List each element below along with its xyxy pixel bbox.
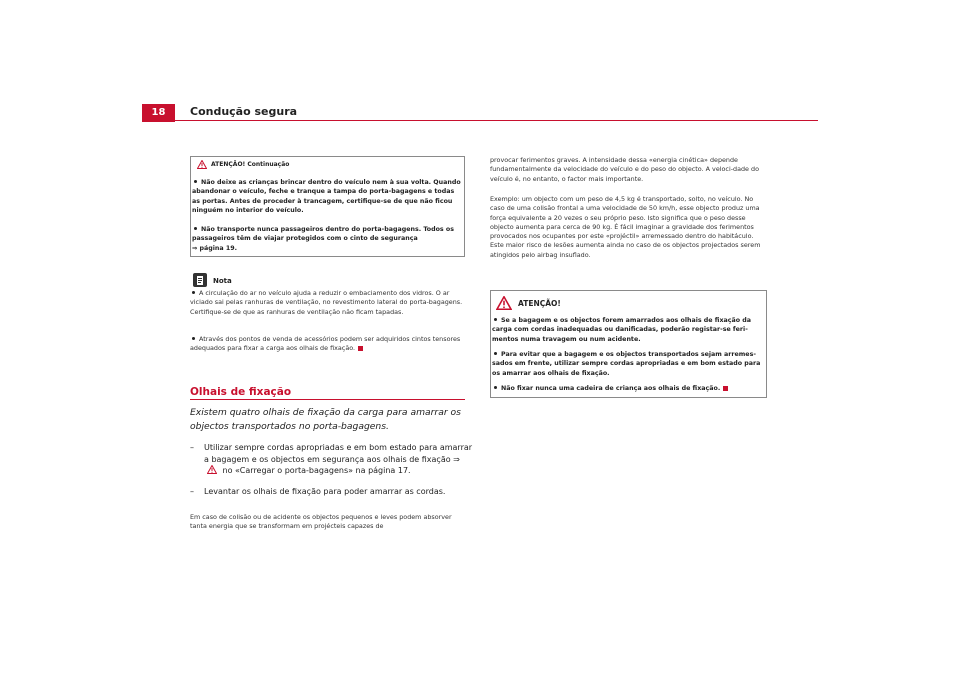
example-paragraph: Exemplo: um objecto com um peso de 4,5 kg é transportado, solto, no veículo. No caso de uma colisão frontal a uma velocidade de 50 km/h, esse objecto produz uma força equivalente a 20 vezes o seu próprio peso. Isto significa que o peso desse objecto aumenta para cerca de 90 kg. É fácil imaginar a gravidade dos ferimentos provocados nos ocupantes por este «projéctil» arremessado dentro do habitáculo. Este maior risco de lesões aumenta ainda no caso de os objectos projectados serem atingidos pelo airbag insuflado. xyxy=(490,195,761,259)
ref-arrow: ⇒ xyxy=(192,244,198,252)
heading-divider xyxy=(190,399,465,400)
warning-continued-heading xyxy=(197,160,289,169)
step-2: – Levantar os olhais de fixação para poder amarrar as cordas. xyxy=(190,487,446,496)
warning-label: ATENÇÃO! xyxy=(518,298,561,308)
bullet-icon xyxy=(194,180,197,183)
bullet-icon xyxy=(494,386,497,389)
section-title: Condução segura xyxy=(190,105,298,118)
warning-heading xyxy=(496,296,561,310)
collision-paragraph-continued: provocar ferimentos graves. A intensidade dessa «energia cinética» depende fundamentalmente da velocidade do veículo e do peso do objecto. A veloci-dade do veículo é, no entanto, o factor mais importante. xyxy=(490,156,759,183)
warning-triangle-icon xyxy=(197,160,207,169)
bullet-icon xyxy=(494,318,497,321)
page-number: 18 xyxy=(142,104,175,122)
step-1: – Utilizar sempre cordas apropriadas e em bom estado para amarrar a bagagem e os objectos em segurança aos olhais de fixação ⇒ no «Carregar o porta-bagagens» na página 17. xyxy=(190,443,473,475)
bullet-icon xyxy=(192,337,195,340)
warning-item-2: Para evitar que a bagagem e os objectos transportados sejam arremes-sados em frente, utilizar sempre cordas apropriadas e em bom estado para os amarrar aos olhais de fixação. xyxy=(492,351,761,377)
note-icon xyxy=(193,273,207,287)
intro-text: Existem quatro olhais de fixação da carga para amarrar os objectos transportados no porta-bagagens. xyxy=(190,407,461,432)
note-label: Nota xyxy=(213,277,232,285)
end-marker-icon xyxy=(358,346,363,351)
warning-continued-label: ATENÇÃO! Continuação xyxy=(211,161,290,168)
warning-triangle-icon xyxy=(496,296,512,310)
bullet-icon xyxy=(494,352,497,355)
collision-paragraph-start: Em caso de colisão ou de acidente os objectos pequenos e leves podem absorver tanta energia que se transformam em projécteis capazes de xyxy=(190,513,452,531)
section-heading: Olhais de fixação xyxy=(190,386,292,398)
note-item-1: A circulação do ar no veículo ajuda a reduzir o embaciamento dos vidros. O ar viciado sai pelas ranhuras de ventilação, no revestimento lateral do porta-bagagens. Certifique-se de que as ranhuras de ventilação não ficam tapadas. xyxy=(190,289,463,316)
header-divider xyxy=(142,120,818,121)
step-1-reference-link[interactable]: no «Carregar o porta-bagagens» na página 17. xyxy=(222,466,411,475)
bullet-icon xyxy=(192,291,195,294)
note-item-2: Através dos pontos de venda de acessórios podem ser adquiridos cintos tensores adequados para fixar a carga aos olhais de fixação. xyxy=(190,335,461,353)
warning-continued-item-1: Não deixe as crianças brincar dentro do veículo nem à sua volta. Quando abandonar o veículo, feche e tranque a tampa do porta-bagagens e todas as portas. Antes de proceder à trancagem, certifique-se de que não ficou ninguém no interior do veículo. xyxy=(192,179,461,215)
warning-triangle-icon xyxy=(207,465,217,474)
warning-item-1: Se a bagagem e os objectos forem amarrados aos olhais de fixação da carga com cordas inadequadas ou danificadas, poderão registar-se feri-mentos numa travagem ou num acidente. xyxy=(492,317,752,343)
ref-page-link[interactable]: página 19. xyxy=(199,244,237,252)
end-marker-icon xyxy=(723,386,728,391)
bullet-icon xyxy=(194,227,197,230)
warning-item-3: Não fixar nunca uma cadeira de criança aos olhais de fixação. xyxy=(492,384,764,393)
warning-continued-item-2: Não transporte nunca passageiros dentro do porta-bagagens. Todos os passageiros têm de viajar protegidos com o cinto de segurança ⇒ página 19. xyxy=(192,226,454,252)
